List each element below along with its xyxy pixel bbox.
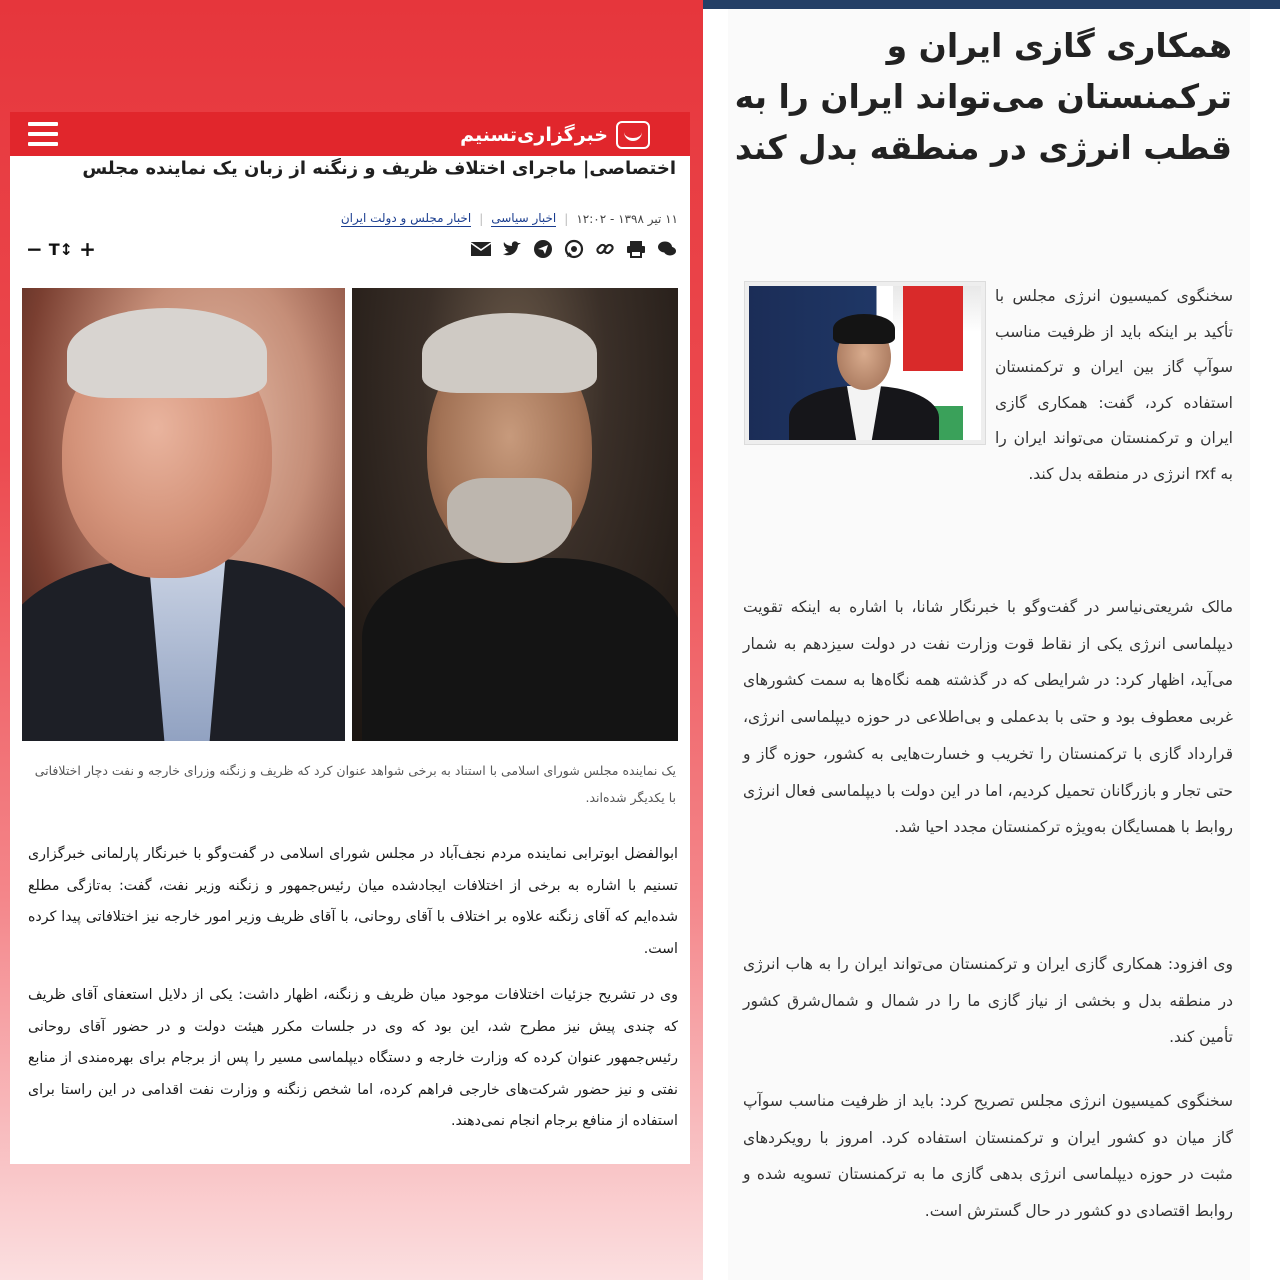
- menu-icon[interactable]: [28, 122, 58, 146]
- spokesman-portrait: [744, 281, 986, 445]
- meta-divider: |: [479, 212, 484, 226]
- comment-icon[interactable]: [656, 238, 678, 260]
- photo-caption: یک نماینده مجلس شورای اسلامی با استناد به برخی شواهد عنوان کرد که ظریف و زنگنه وزرای خارجه و نفت دچار اختلافاتی با یکدیگر شده‌اند.: [34, 763, 676, 805]
- top-bar: [703, 0, 1280, 9]
- article-photos: [22, 288, 678, 741]
- category-link-politics[interactable]: اخبار سیاسی: [491, 211, 557, 225]
- article-title: اختصاصی| ماجرای اختلاف ظریف و زنگنه از زبان یک نماینده مجلس: [82, 158, 676, 179]
- email-icon[interactable]: [470, 238, 492, 260]
- photo-zanganeh: [22, 288, 345, 741]
- telegram-icon[interactable]: [532, 238, 554, 260]
- article-paragraph: سخنگوی کمیسیون انرژی مجلس تصریح کرد: باید از ظرفیت مناسب سوآپ گاز میان دو کشور ایران و ترکمنستان استفاده کرد. امروز با رویکردهای مثبت در حوزه دیپلماسی انرژی بدهی گازی ما به ترکمنستان تسویه شده و روابط اقتصادی دو کشور در حال گسترش است.: [743, 1092, 1233, 1221]
- article-paragraph: وی افزود: همکاری گازی ایران و ترکمنستان می‌تواند ایران را به هاب انرژی در منطقه بدل و بخشی از نیاز گازی ما را در شمال و شمال‌شرق کشور تأمین کند.: [743, 955, 1233, 1047]
- site-header: [10, 112, 690, 156]
- article-meta: [341, 208, 678, 230]
- whatsapp-icon[interactable]: [563, 238, 585, 260]
- article-lead: سخنگوی کمیسیون انرژی مجلس با تأکید بر اینکه باید از ظرفیت مناسب سوآپ گاز بین ایران و ترکمنستان استفاده کرد، گفت: همکاری گازی ایران و ترکمنستان می‌تواند ایران را به rxf انرژی در منطقه بدل کند.: [995, 287, 1233, 483]
- link-icon[interactable]: [594, 238, 616, 260]
- photo-zarif: [352, 288, 678, 741]
- print-icon[interactable]: [625, 238, 647, 260]
- twitter-icon[interactable]: [501, 238, 523, 260]
- font-decrease-button[interactable]: −: [26, 237, 43, 261]
- tasnim-article-screenshot: [10, 112, 690, 1164]
- site-name: خبرگزاری‌تسنیم: [460, 124, 608, 146]
- font-size-icon: T↕: [48, 239, 74, 259]
- publish-date: ۱۱ تیر ۱۳۹۸ - ۱۲:۰۲: [576, 212, 678, 226]
- tasnim-logo-icon: [616, 121, 650, 149]
- category-link-parliament[interactable]: اخبار مجلس و دولت ایران: [340, 211, 472, 225]
- font-size-controls: [26, 236, 96, 262]
- share-toolbar: [470, 237, 678, 261]
- article-paragraph: وی در تشریح جزئیات اختلافات موجود میان ظریف و زنگنه، اظهار داشت: یکی از دلایل استعفای آقای ظریف که چندی پیش نیز مطرح شد، این بود که وی در جلسات مکرر هیئت دولت و در حضور آقای روحانی رئیس‌جمهور عنوان کرده که وزارت خارجه و دستگاه دیپلماسی مسیر را پس از برجام برای بهره‌مندی از منابع نفتی و نیز حضور شرکت‌های خارجی فراهم کرده، اما شخص زنگنه و وزارت نفت اقدامی در این راستا برای استفاده از منافع برجام انجام نمی‌دهند.: [28, 987, 678, 1129]
- site-logo[interactable]: [460, 120, 650, 150]
- article-headline: همکاری گازی ایران و ترکمنستان می‌تواند ایران را به قطب انرژی در منطقه بدل کند: [734, 26, 1232, 167]
- font-increase-button[interactable]: +: [79, 237, 96, 261]
- article-paragraph: مالک شریعتی‌نیاسر در گفت‌وگو با خبرنگار شانا، با اشاره به اینکه تقویت دیپلماسی انرژی یکی از نقاط قوت وزارت نفت در دولت سیزدهم به شمار می‌آید، اظهار کرد: در شرایطی که در گذشته همه نگاه‌ها به سمت کشورهای غربی معطوف بود و حتی با بدعملی و بی‌اطلاعی در حوزه دیپلماسی انرژی، قرارداد گازی با ترکمنستان را تخریب و خسارت‌هایی به کشور، حوزه گاز و حتی تجار و بازرگانان تحمیل کردیم، اما در این دولت با دیپلماسی فعال انرژی روابط با همسایگان به‌ویژه ترکمنستان مجدد احیا شد.: [743, 598, 1233, 837]
- meta-divider: |: [564, 212, 569, 226]
- article-paragraph: ابوالفضل ابوترابی نماینده مردم نجف‌آباد در مجلس شورای اسلامی در گفت‌وگو با خبرنگار پارلمانی خبرگزاری تسنیم با اشاره به برخی از اختلافات ایجادشده میان رئیس‌جمهور و زنگنه وزیر نفت، گفت: به‌تازگی مطلع شده‌ایم که آقای زنگنه علاوه بر اختلاف با آقای روحانی، با آقای ظریف وزیر امور خارجه نیز اختلافاتی پیدا کرده است.: [28, 846, 678, 957]
